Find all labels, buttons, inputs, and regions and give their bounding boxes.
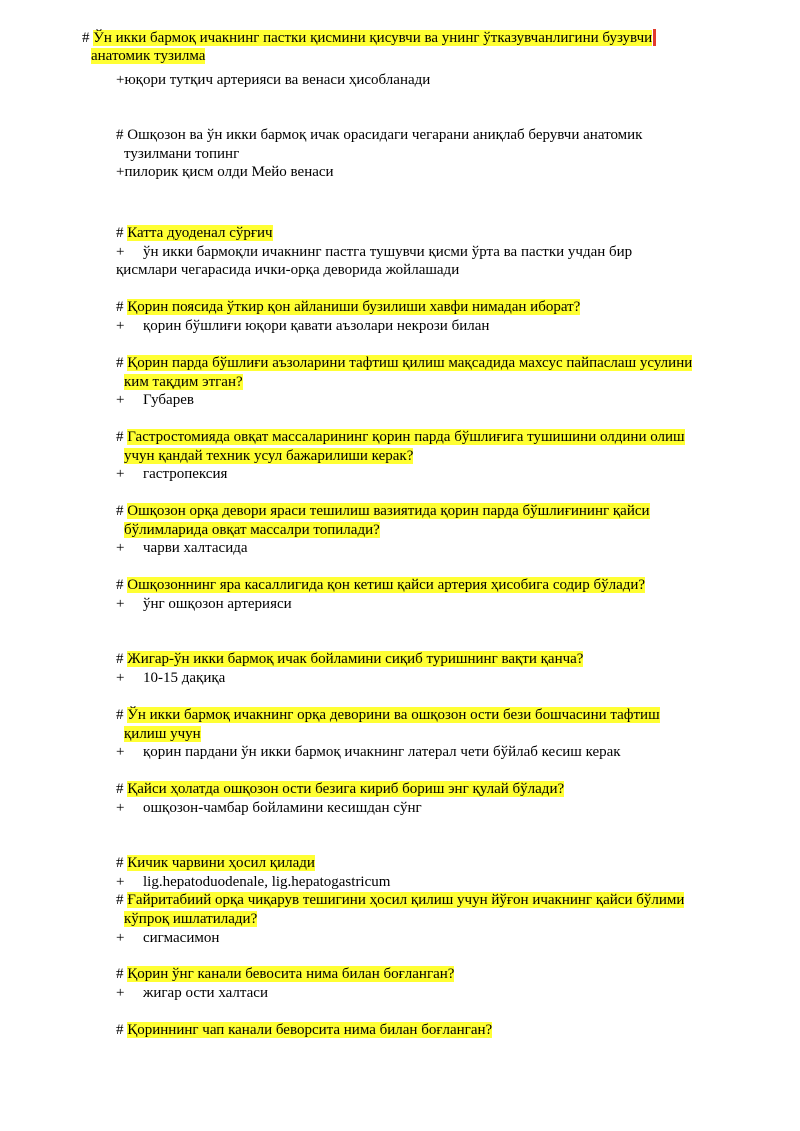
question-12-text-1: кўпроқ ишлатилади? bbox=[124, 911, 258, 927]
question-5-text-1: учун қандай техник усул бажарилиши керак? bbox=[124, 448, 414, 464]
question-12-text-0: Ғайритабиий орқа чиқарув тешигини ҳосил қилиш учун йўғон ичакнинг қайси бўлими bbox=[127, 892, 685, 908]
question-4-line-1 bbox=[124, 373, 243, 391]
answer-4-0: + Губарев bbox=[116, 392, 194, 408]
question-9-text-1: қилиш учун bbox=[124, 726, 201, 742]
question-14-line-0: # Қориннинг чап канали беворсита нима билан боғланган? bbox=[116, 1022, 493, 1038]
answer-3-0: + қорин бўшлиғи юқори қавати аъзолари некрози билан bbox=[116, 318, 490, 334]
question-6-text-0: Ошқозон орқа девори яраси тешилиш вазиятида қорин парда бўшлиғининг қайси bbox=[127, 503, 650, 519]
question-12-line-1 bbox=[124, 910, 257, 928]
question-4-line-0: # Қорин парда бўшлиғи аъзоларини тафтиш қилиш мақсадида махсус пайпаслаш усулини bbox=[116, 355, 693, 371]
question-9-line-0: # Ўн икки бармоқ ичакнинг орқа деворини ва ошқозон ости бези бошчасини тафтиш bbox=[116, 707, 660, 723]
question-12-line-0: # Ғайритабиий орқа чиқарув тешигини ҳосил қилиш учун йўғон ичакнинг қайси бўлими bbox=[116, 892, 685, 908]
question-0-text-0: Ўн икки бармоқ ичакнинг пастки қисмини қисувчи ва унинг ўтказувчанлигини бузувчи bbox=[93, 30, 653, 46]
question-9-text-0: Ўн икки бармоқ ичакнинг орқа деворини ва ошқозон ости бези бошчасини тафтиш bbox=[127, 707, 660, 723]
answer-11-0: + lig.hepatoduodenale, lig.hepatogastricum bbox=[116, 874, 391, 890]
answer-7-0: + ўнг ошқозон артерияси bbox=[116, 596, 292, 612]
question-3-text-0: Қорин поясида ўткир қон айланиши бузилиши хавфи нимадан иборат? bbox=[127, 299, 581, 315]
question-6-line-1 bbox=[124, 521, 380, 539]
question-9-line-1 bbox=[124, 725, 201, 743]
red-marker bbox=[653, 29, 656, 46]
question-5-line-0: # Гастростомияда овқат массаларининг қорин парда бўшлиғига тушишини олдини олиш bbox=[116, 429, 685, 445]
question-2-line-0: # Катта дуоденал сўрғич bbox=[116, 225, 273, 241]
question-11-line-0: # Кичик чарвини ҳосил қилади bbox=[116, 855, 315, 871]
question-13-text-0: Қорин ўнг канали бевосита нима билан боғланган? bbox=[127, 966, 455, 982]
question-1-text-0: Ошқозон ва ўн икки бармоқ ичак орасидаги чегарани аниқлаб берувчи анатомик bbox=[127, 127, 643, 143]
answer-13-0: + жигар ости халтаси bbox=[116, 985, 268, 1001]
question-1-text-1: тузилмани топинг bbox=[124, 146, 240, 162]
question-7-text-0: Ошқозоннинг яра касаллигида қон кетиш қайси артерия ҳисобига содир бўлади? bbox=[127, 577, 646, 593]
question-4-text-0: Қорин парда бўшлиғи аъзоларини тафтиш қилиш мақсадида махсус пайпаслаш усулини bbox=[127, 355, 693, 371]
question-10-text-0: Қайси ҳолатда ошқозон ости безига кириб бориш энг қулай бўлади? bbox=[127, 781, 565, 797]
question-5-line-1 bbox=[124, 447, 413, 465]
question-6-text-1: бўлимларида овқат массалри топилади? bbox=[124, 522, 380, 538]
question-10-line-0: # Қайси ҳолатда ошқозон ости безига кириб бориш энг қулай бўлади? bbox=[116, 781, 565, 797]
answer-12-0: + сигмасимон bbox=[116, 930, 220, 946]
question-14-text-0: Қориннинг чап канали беворсита нима билан боғланган? bbox=[127, 1022, 493, 1038]
question-2-text-0: Катта дуоденал сўрғич bbox=[127, 225, 273, 241]
answer-6-0: + чарви халтасида bbox=[116, 540, 248, 556]
question-1-line-1 bbox=[124, 145, 239, 163]
question-0-line-0: # Ўн икки бармоқ ичакнинг пастки қисмини қисувчи ва унинг ўтказувчанлигини бузувчи bbox=[82, 29, 656, 47]
question-5-text-0: Гастростомияда овқат массаларининг қорин парда бўшлиғига тушишини олдини олиш bbox=[127, 429, 685, 445]
answer-5-0: + гастропексия bbox=[116, 466, 228, 482]
question-1-line-0: # Ошқозон ва ўн икки бармоқ ичак орасидаги чегарани аниқлаб берувчи анатомик bbox=[116, 127, 643, 143]
question-13-line-0: # Қорин ўнг канали бевосита нима билан боғланган? bbox=[116, 966, 455, 982]
question-0-text-1: анатомик тузилма bbox=[91, 48, 206, 64]
answer-1-0: +пилорик қисм олди Мейо венаси bbox=[116, 164, 334, 180]
question-3-line-0: # Қорин поясида ўткир қон айланиши бузилиши хавфи нимадан иборат? bbox=[116, 299, 581, 315]
question-4-text-1: ким тақдим этган? bbox=[124, 374, 243, 390]
question-11-text-0: Кичик чарвини ҳосил қилади bbox=[127, 855, 315, 871]
answer-2-1: қисмлари чегарасида ички-орқа деворида жойлашади bbox=[116, 262, 460, 278]
answer-2-0: + ўн икки бармоқли ичакнинг пастга тушувчи қисми ўрта ва пастки учдан бир bbox=[116, 244, 633, 260]
question-8-line-0: # Жигар-ўн икки бармоқ ичак бойламини сиқиб туришнинг вақти қанча? bbox=[116, 651, 584, 667]
question-6-line-0: # Ошқозон орқа девори яраси тешилиш вазиятида қорин парда бўшлиғининг қайси bbox=[116, 503, 650, 519]
answer-9-0: + қорин пардани ўн икки бармоқ ичакнинг латерал чети бўйлаб кесиш керак bbox=[116, 744, 621, 760]
question-8-text-0: Жигар-ўн икки бармоқ ичак бойламини сиқиб туришнинг вақти қанча? bbox=[127, 651, 584, 667]
question-0-line-1 bbox=[91, 47, 205, 65]
answer-10-0: + ошқозон-чамбар бойламини кесишдан сўнг bbox=[116, 800, 422, 816]
answer-8-0: + 10-15 дақиқа bbox=[116, 670, 226, 686]
question-7-line-0: # Ошқозоннинг яра касаллигида қон кетиш қайси артерия ҳисобига содир бўлади? bbox=[116, 577, 646, 593]
answer-0-0: +юқори тутқич артерияси ва венаси ҳисобланади bbox=[116, 72, 431, 88]
